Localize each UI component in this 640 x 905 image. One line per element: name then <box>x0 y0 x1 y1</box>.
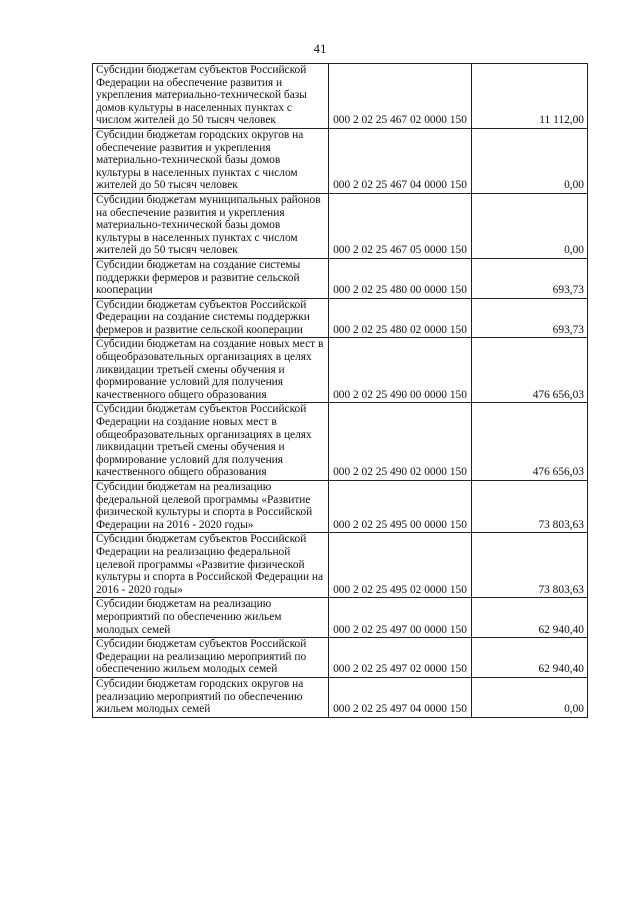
table-row <box>93 258 588 298</box>
row-code: 000 2 02 25 467 05 0000 150 <box>329 193 472 258</box>
row-amount: 11 112,00 <box>472 64 588 129</box>
row-code: 000 2 02 25 497 00 0000 150 <box>329 598 472 638</box>
row-code: 000 2 02 25 497 04 0000 150 <box>329 677 472 717</box>
row-description: Субсидии бюджетам муниципальных районов на обеспечение развития и укрепления материально-технической базы домов культуры в населенных пунктах с числом жителей до 50 тысяч человек <box>93 193 329 258</box>
table-row <box>93 128 588 193</box>
row-description: Субсидии бюджетам субъектов Российской Федерации на обеспечение развития и укрепления материально-технической базы домов культуры в населенных пунктах с числом жителей до 50 тысяч человек <box>93 64 329 129</box>
row-amount: 0,00 <box>472 677 588 717</box>
row-description: Субсидии бюджетам городских округов на реализацию мероприятий по обеспечению жильем молодых семей <box>93 677 329 717</box>
table-row <box>93 338 588 403</box>
row-code: 000 2 02 25 490 00 0000 150 <box>329 338 472 403</box>
table-row <box>93 533 588 598</box>
table-row <box>93 64 588 129</box>
row-amount: 73 803,63 <box>472 533 588 598</box>
row-amount: 62 940,40 <box>472 638 588 678</box>
table-row <box>93 193 588 258</box>
table-row <box>93 298 588 338</box>
row-code: 000 2 02 25 480 00 0000 150 <box>329 258 472 298</box>
page-number: 41 <box>313 41 327 56</box>
row-description: Субсидии бюджетам субъектов Российской Федерации на создание новых мест в общеобразовательных организациях в целях ликвидации третьей смены обучения и формирование условий для получения качественного общего образования <box>93 403 329 481</box>
row-code: 000 2 02 25 495 02 0000 150 <box>329 533 472 598</box>
row-code: 000 2 02 25 467 02 0000 150 <box>329 64 472 129</box>
row-code: 000 2 02 25 467 04 0000 150 <box>329 128 472 193</box>
row-amount: 0,00 <box>472 128 588 193</box>
table-row <box>93 638 588 678</box>
table-row <box>93 677 588 717</box>
table-row <box>93 598 588 638</box>
row-description: Субсидии бюджетам субъектов Российской Федерации на создание системы поддержки фермеров и развитие сельской кооперации <box>93 298 329 338</box>
row-description: Субсидии бюджетам субъектов Российской Федерации на реализацию мероприятий по обеспечению жильем молодых семей <box>93 638 329 678</box>
row-amount: 62 940,40 <box>472 598 588 638</box>
row-amount: 73 803,63 <box>472 481 588 533</box>
row-amount: 476 656,03 <box>472 338 588 403</box>
row-description: Субсидии бюджетам на реализацию мероприятий по обеспечению жильем молодых семей <box>93 598 329 638</box>
row-amount: 693,73 <box>472 258 588 298</box>
row-description: Субсидии бюджетам субъектов Российской Федерации на реализацию федеральной целевой программы «Развитие физической культуры и спорта в Российской Федерации на 2016 - 2020 годы» <box>93 533 329 598</box>
row-amount: 693,73 <box>472 298 588 338</box>
row-code: 000 2 02 25 495 00 0000 150 <box>329 481 472 533</box>
row-code: 000 2 02 25 497 02 0000 150 <box>329 638 472 678</box>
row-description: Субсидии бюджетам на создание новых мест в общеобразовательных организациях в целях ликвидации третьей смены обучения и формирование условий для получения качественного общего образования <box>93 338 329 403</box>
row-description: Субсидии бюджетам городских округов на обеспечение развития и укрепления материально-технической базы домов культуры в населенных пунктах с числом жителей до 50 тысяч человек <box>93 128 329 193</box>
row-code: 000 2 02 25 480 02 0000 150 <box>329 298 472 338</box>
row-description: Субсидии бюджетам на реализацию федеральной целевой программы «Развитие физической культуры и спорта в Российской Федерации на 2016 - 2020 годы» <box>93 481 329 533</box>
table-row <box>93 481 588 533</box>
row-amount: 476 656,03 <box>472 403 588 481</box>
row-description: Субсидии бюджетам на создание системы поддержки фермеров и развитие сельской кооперации <box>93 258 329 298</box>
row-code: 000 2 02 25 490 02 0000 150 <box>329 403 472 481</box>
row-amount: 0,00 <box>472 193 588 258</box>
budget-table-body <box>93 64 588 718</box>
budget-table <box>92 63 588 718</box>
table-row <box>93 403 588 481</box>
